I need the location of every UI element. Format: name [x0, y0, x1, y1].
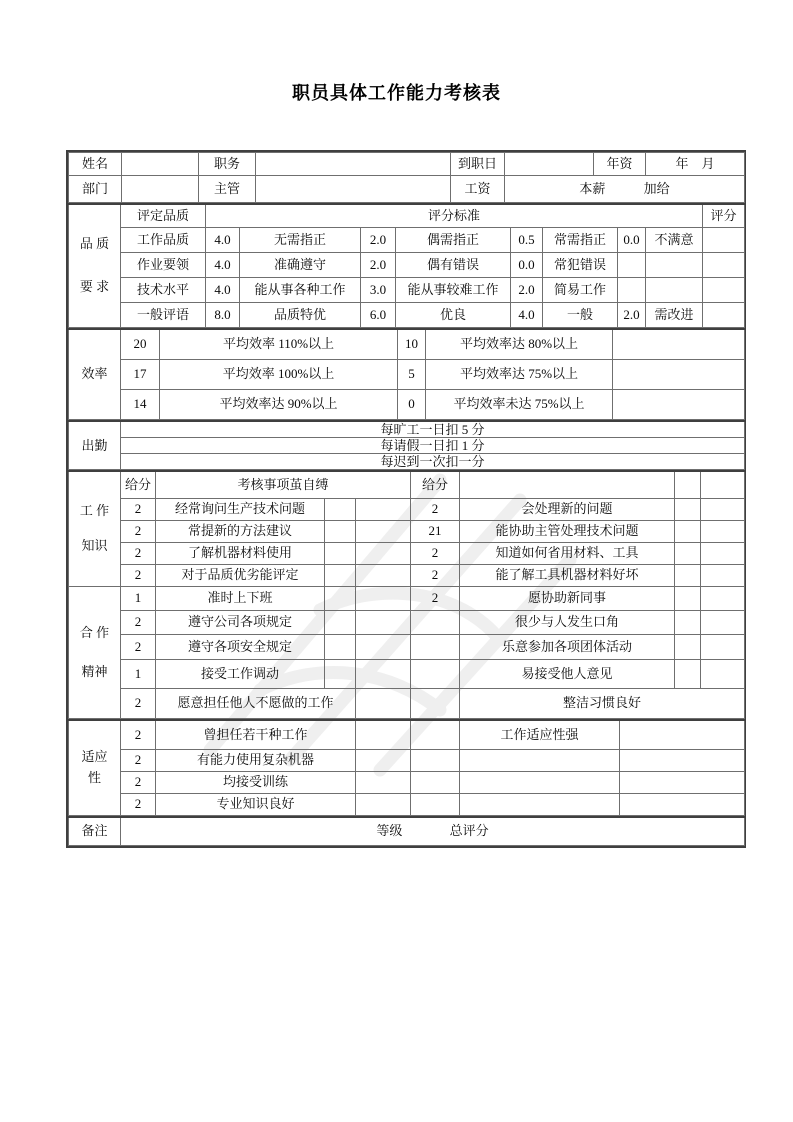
score-entry-cell [411, 660, 460, 689]
score-value: 2.0 [361, 228, 396, 253]
criteria-name: 技术水平 [121, 278, 206, 303]
score-entry-cell [411, 611, 460, 635]
score-entry-cell [620, 750, 745, 772]
criteria-desc: 常犯错误 [543, 253, 618, 278]
blank-cell [411, 750, 460, 772]
score-value: 2 [411, 499, 460, 521]
attendance-row [69, 454, 745, 470]
efficiency-row [69, 329, 745, 360]
score-value: 4.0 [206, 278, 240, 303]
adaptability-row [69, 720, 745, 750]
score-entry-cell [703, 253, 745, 278]
criteria-desc: 偶有错误 [396, 253, 511, 278]
quality-row [69, 228, 745, 253]
blank-cell [701, 565, 745, 587]
blank-cell [356, 521, 411, 543]
criteria-desc: 平均效率达 75%以上 [426, 360, 613, 390]
criteria-desc: 平均效率 100%以上 [160, 360, 398, 390]
adaptability-row [69, 772, 745, 794]
score-value: 1 [121, 587, 156, 611]
blank-cell [646, 253, 703, 278]
item-text: 愿协助新同事 [460, 587, 675, 611]
salary-label: 工资 [451, 176, 505, 203]
blank-cell [325, 587, 356, 611]
score-value: 14 [121, 390, 160, 420]
criteria-desc: 平均效率 110%以上 [160, 329, 398, 360]
knowledge-row [69, 499, 745, 521]
blank-cell [356, 660, 411, 689]
score-entry-cell [411, 635, 460, 660]
knowledge-row [69, 521, 745, 543]
score-value: 2 [121, 689, 156, 719]
item-text: 专业知识良好 [156, 794, 356, 816]
total-score-label: 总评分 [449, 823, 489, 839]
blank-cell [460, 471, 675, 499]
score-entry-cell [620, 794, 745, 816]
attendance-row [69, 421, 745, 438]
score-header-right: 给分 [411, 471, 460, 499]
score-value: 2 [121, 772, 156, 794]
blank-cell [618, 278, 646, 303]
score-entry-cell [411, 689, 460, 719]
join-date-label: 到职日 [451, 153, 505, 176]
supervisor-label: 主管 [199, 176, 256, 203]
score-value: 1 [121, 660, 156, 689]
score-value: 0.0 [511, 253, 543, 278]
item-text: 会处理新的问题 [460, 499, 675, 521]
quality-row [69, 278, 745, 303]
cooperation-section-label: 合 作 精神 [69, 587, 121, 719]
score-value: 0 [398, 390, 426, 420]
blank-cell [460, 772, 620, 794]
blank-cell [675, 565, 701, 587]
score-value: 6.0 [361, 303, 396, 328]
score-value: 2 [121, 750, 156, 772]
score-value: 2 [121, 611, 156, 635]
score-value: 2 [121, 543, 156, 565]
blank-cell [325, 635, 356, 660]
base-pay-label: 本薪 [579, 180, 606, 196]
item-text: 对于品质优劣能评定 [156, 565, 325, 587]
blank-cell [675, 521, 701, 543]
blank-cell [701, 611, 745, 635]
assessment-form [66, 150, 746, 848]
name-label: 姓名 [69, 153, 122, 176]
blank-cell [675, 499, 701, 521]
blank-cell [356, 750, 411, 772]
item-text: 准时上下班 [156, 587, 325, 611]
item-text: 了解机器材料使用 [156, 543, 325, 565]
item-text: 能协助主管处理技术问题 [460, 521, 675, 543]
efficiency-section [68, 328, 745, 420]
blank-cell [411, 720, 460, 750]
remarks-section [68, 816, 745, 846]
item-text: 均接受训练 [156, 772, 356, 794]
blank-cell [356, 543, 411, 565]
criteria-desc: 能从事较难工作 [396, 278, 511, 303]
blank-cell [701, 635, 745, 660]
criteria-desc: 准确遵守 [240, 253, 361, 278]
attendance-rule: 每请假一日扣 1 分 [121, 438, 745, 454]
item-text: 常提新的方法建议 [156, 521, 325, 543]
score-value: 2 [121, 565, 156, 587]
blank-cell [356, 611, 411, 635]
score-value: 21 [411, 521, 460, 543]
item-text: 很少与人发生口角 [460, 611, 675, 635]
join-date-value-cell [505, 153, 594, 176]
blank-cell [325, 521, 356, 543]
efficiency-section-label: 效率 [69, 329, 121, 420]
quality-row [69, 303, 745, 328]
item-text: 愿意担任他人不愿做的工作 [156, 689, 356, 719]
blank-cell [356, 565, 411, 587]
blank-cell [701, 543, 745, 565]
item-text: 有能力使用复杂机器 [156, 750, 356, 772]
score-entry-cell [703, 278, 745, 303]
criteria-desc: 平均效率达 80%以上 [426, 329, 613, 360]
criteria-desc: 常需指正 [543, 228, 618, 253]
score-value: 20 [121, 329, 160, 360]
criteria-name: 工作品质 [121, 228, 206, 253]
criteria-header: 评定品质 [121, 204, 206, 228]
score-entry-cell [613, 329, 745, 360]
score-entry-cell [703, 228, 745, 253]
score-value: 4.0 [206, 253, 240, 278]
score-entry-cell [620, 720, 745, 750]
position-label: 职务 [199, 153, 256, 176]
score-value: 2 [411, 587, 460, 611]
blank-cell [675, 660, 701, 689]
blank-cell [356, 689, 411, 719]
adaptability-row [69, 750, 745, 772]
criteria-desc: 偶需指正 [396, 228, 511, 253]
attendance-section [68, 420, 745, 470]
blank-cell [356, 499, 411, 521]
adaptability-section-label: 适应 性 [69, 720, 121, 816]
criteria-desc: 优良 [396, 303, 511, 328]
item-text: 工作适应性强 [460, 720, 620, 750]
supervisor-value-cell [256, 176, 451, 203]
score-value: 2 [411, 543, 460, 565]
score-entry-cell [703, 303, 745, 328]
score-value: 2.0 [511, 278, 543, 303]
criteria-name: 一般评语 [121, 303, 206, 328]
efficiency-row [69, 360, 745, 390]
score-value: 5 [398, 360, 426, 390]
blank-cell [356, 772, 411, 794]
blank-cell [675, 587, 701, 611]
blank-cell [701, 660, 745, 689]
knowledge-row [69, 565, 745, 587]
item-text: 易接受他人意见 [460, 660, 675, 689]
score-value: 10 [398, 329, 426, 360]
attendance-row [69, 438, 745, 454]
blank-cell [325, 660, 356, 689]
score-value: 2 [121, 794, 156, 816]
item-text: 能了解工具机器材料好坏 [460, 565, 675, 587]
score-header: 评分 [703, 204, 745, 228]
criteria-desc: 不满意 [646, 228, 703, 253]
score-entry-cell [620, 772, 745, 794]
blank-cell [325, 565, 356, 587]
score-value: 8.0 [206, 303, 240, 328]
seniority-label: 年资 [594, 153, 646, 176]
criteria-desc: 需改进 [646, 303, 703, 328]
name-value-cell [122, 153, 199, 176]
score-value: 2 [411, 565, 460, 587]
blank-cell [701, 587, 745, 611]
score-value: 2.0 [618, 303, 646, 328]
remarks-label: 备注 [69, 817, 121, 846]
score-value: 2 [121, 635, 156, 660]
score-value: 3.0 [361, 278, 396, 303]
blank-cell [701, 471, 745, 499]
quality-section-label: 品 质 要 求 [69, 204, 121, 328]
score-value: 0.5 [511, 228, 543, 253]
cooperation-row [69, 587, 745, 611]
quality-section [68, 203, 745, 328]
score-value: 2 [121, 499, 156, 521]
quality-row [69, 253, 745, 278]
blank-cell [675, 611, 701, 635]
blank-cell [325, 499, 356, 521]
criteria-desc: 平均效率未达 75%以上 [426, 390, 613, 420]
criteria-name: 作业要领 [121, 253, 206, 278]
attendance-rule: 每旷工一日扣 5 分 [121, 421, 745, 438]
score-value: 0.0 [618, 228, 646, 253]
score-entry-cell [613, 390, 745, 420]
department-label: 部门 [69, 176, 122, 203]
blank-cell [325, 543, 356, 565]
item-text: 经常询问生产技术问题 [156, 499, 325, 521]
blank-cell [675, 635, 701, 660]
criteria-desc: 一般 [543, 303, 618, 328]
salary-value-cell [505, 176, 745, 203]
blank-cell [701, 499, 745, 521]
blank-cell [618, 253, 646, 278]
score-value: 2.0 [361, 253, 396, 278]
adaptability-row [69, 794, 745, 816]
item-text: 曾担任若干种工作 [156, 720, 356, 750]
seniority-value-cell: 年 月 [646, 153, 745, 176]
cooperation-row [69, 660, 745, 689]
knowledge-cooperation-section [68, 470, 745, 719]
criteria-desc: 平均效率达 90%以上 [160, 390, 398, 420]
score-header-left: 给分 [121, 471, 156, 499]
item-text: 知道如何省用材料、工具 [460, 543, 675, 565]
score-value: 4.0 [206, 228, 240, 253]
blank-cell [356, 720, 411, 750]
item-text: 整洁习惯良好 [460, 689, 745, 719]
item-text: 遵守公司各项规定 [156, 611, 325, 635]
cooperation-row [69, 635, 745, 660]
remarks-value-cell [121, 817, 745, 846]
score-entry-cell [613, 360, 745, 390]
knowledge-row [69, 543, 745, 565]
grade-label: 等级 [376, 823, 403, 839]
blank-cell [460, 750, 620, 772]
standard-header: 评分标准 [206, 204, 703, 228]
criteria-desc: 品质特优 [240, 303, 361, 328]
blank-cell [460, 794, 620, 816]
attendance-section-label: 出勤 [69, 421, 121, 470]
items-header: 考核事项茧自缚 [156, 471, 411, 499]
blank-cell [356, 587, 411, 611]
score-value: 2 [121, 720, 156, 750]
blank-cell [646, 278, 703, 303]
criteria-desc: 无需指正 [240, 228, 361, 253]
adaptability-section [68, 719, 745, 816]
blank-cell [356, 635, 411, 660]
blank-cell [325, 611, 356, 635]
item-text: 接受工作调动 [156, 660, 325, 689]
item-text: 乐意参加各项团体活动 [460, 635, 675, 660]
department-value-cell [122, 176, 199, 203]
cooperation-row [69, 689, 745, 719]
score-value: 2 [121, 521, 156, 543]
allowance-label: 加给 [643, 180, 670, 196]
item-text: 遵守各项安全规定 [156, 635, 325, 660]
criteria-desc: 简易工作 [543, 278, 618, 303]
blank-cell [356, 794, 411, 816]
blank-cell [411, 794, 460, 816]
position-value-cell [256, 153, 451, 176]
info-table [68, 152, 745, 203]
page-title: 职员具体工作能力考核表 [292, 83, 501, 103]
score-value: 17 [121, 360, 160, 390]
cooperation-row [69, 611, 745, 635]
blank-cell [701, 521, 745, 543]
blank-cell [675, 471, 701, 499]
blank-cell [411, 772, 460, 794]
attendance-rule: 每迟到一次扣一分 [121, 454, 745, 470]
score-value: 4.0 [511, 303, 543, 328]
criteria-desc: 能从事各种工作 [240, 278, 361, 303]
knowledge-section-label: 工 作 知识 [69, 471, 121, 587]
blank-cell [675, 543, 701, 565]
efficiency-row [69, 390, 745, 420]
